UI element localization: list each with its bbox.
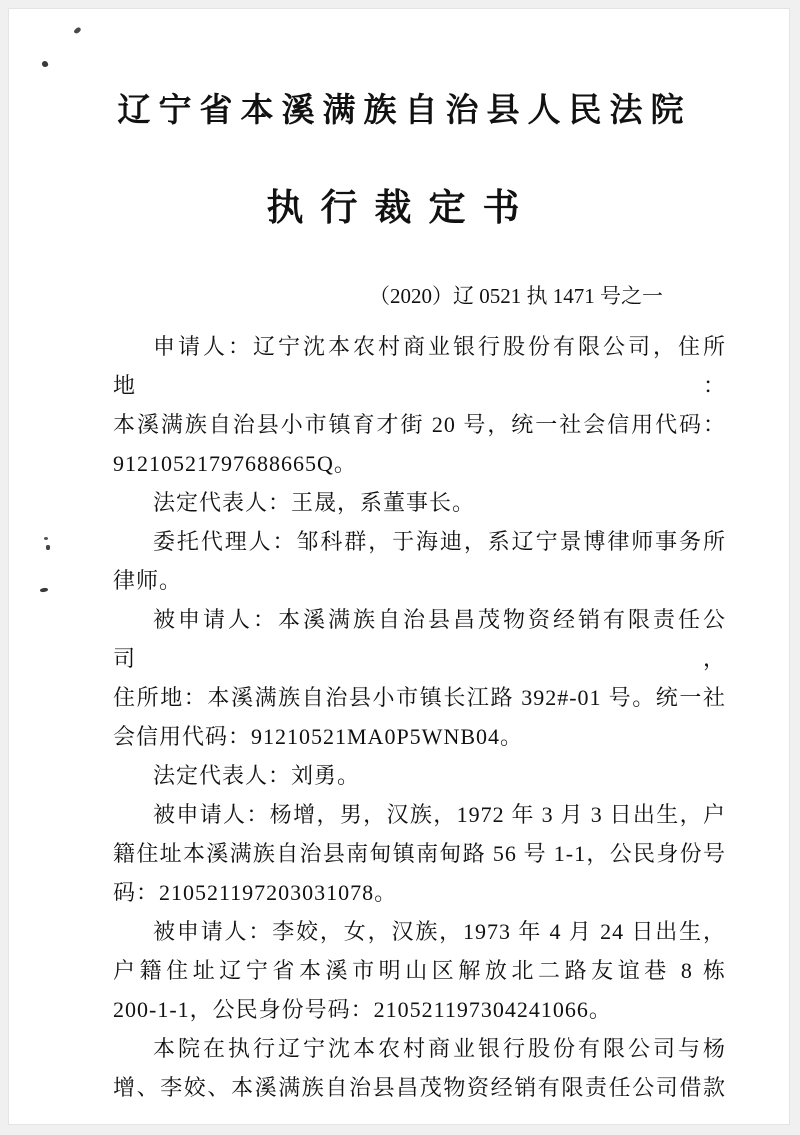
paragraph-enforcement-statement (113, 1029, 726, 1107)
paragraph-line: 91210521797688665Q。 (113, 451, 357, 476)
court-name-heading: 辽宁省本溪满族自治县人民法院 (117, 93, 692, 129)
paragraph-line: 委托代理人：邹科群，于海迪，系辽宁景博律师事务所 (153, 529, 726, 554)
paragraph-line: 申请人：辽宁沈本农村商业银行股份有限公司，住所地： (113, 334, 726, 398)
ink-speck (41, 60, 48, 67)
paragraph-company-legal-representative (113, 756, 726, 795)
document-title: 执行裁定书 (266, 188, 537, 229)
ink-speck (73, 26, 81, 35)
ink-speck (44, 537, 48, 540)
ink-speck (46, 545, 50, 550)
paragraph-line: 200-1-1，公民身份号码：210521197304241066。 (113, 997, 612, 1022)
paragraph-respondent-yangzeng (113, 795, 726, 912)
paragraph-line: 本溪满族自治县小市镇育才街 20 号，统一社会信用代码： (113, 412, 726, 437)
paragraph-line: 增、李姣、本溪满族自治县昌茂物资经销有限责任公司借款 (113, 1075, 726, 1100)
paragraph-line: 住所地：本溪满族自治县小市镇长江路 392#-01 号。统一社 (113, 685, 726, 710)
paragraph-line: 被申请人：本溪满族自治县昌茂物资经销有限责任公司， (113, 607, 726, 671)
paragraph-line: 籍住址本溪满族自治县南甸镇南甸路 56 号 1-1，公民身份号 (113, 841, 726, 866)
paragraph-line: 会信用代码：91210521MA0P5WNB04。 (113, 724, 524, 749)
paragraph-line: 法定代表人：王晟，系董事长。 (153, 490, 476, 515)
document-body (113, 327, 726, 1107)
case-number: （2020）辽 0521 执 1471 号之一 (369, 284, 663, 308)
document-page (8, 8, 790, 1125)
ink-speck (40, 587, 48, 592)
paragraph-line: 码：210521197203031078。 (113, 880, 398, 905)
paragraph-respondent-company (113, 600, 726, 756)
paragraph-line: 本院在执行辽宁沈本农村商业银行股份有限公司与杨 (153, 1036, 726, 1061)
paragraph-applicant (113, 327, 726, 483)
paragraph-line: 法定代表人：刘勇。 (153, 763, 361, 788)
paragraph-line: 律师。 (113, 568, 183, 593)
paragraph-entrusted-agents (113, 522, 726, 600)
paragraph-line: 被申请人：杨增，男，汉族，1972 年 3 月 3 日出生，户 (153, 802, 726, 827)
paragraph-respondent-lijiao (113, 912, 726, 1029)
paragraph-line: 户籍住址辽宁省本溪市明山区解放北二路友谊巷 8 栋 (113, 958, 726, 983)
paragraph-legal-representative (113, 483, 726, 522)
paragraph-line: 被申请人：李姣，女，汉族，1973 年 4 月 24 日出生， (153, 919, 726, 944)
